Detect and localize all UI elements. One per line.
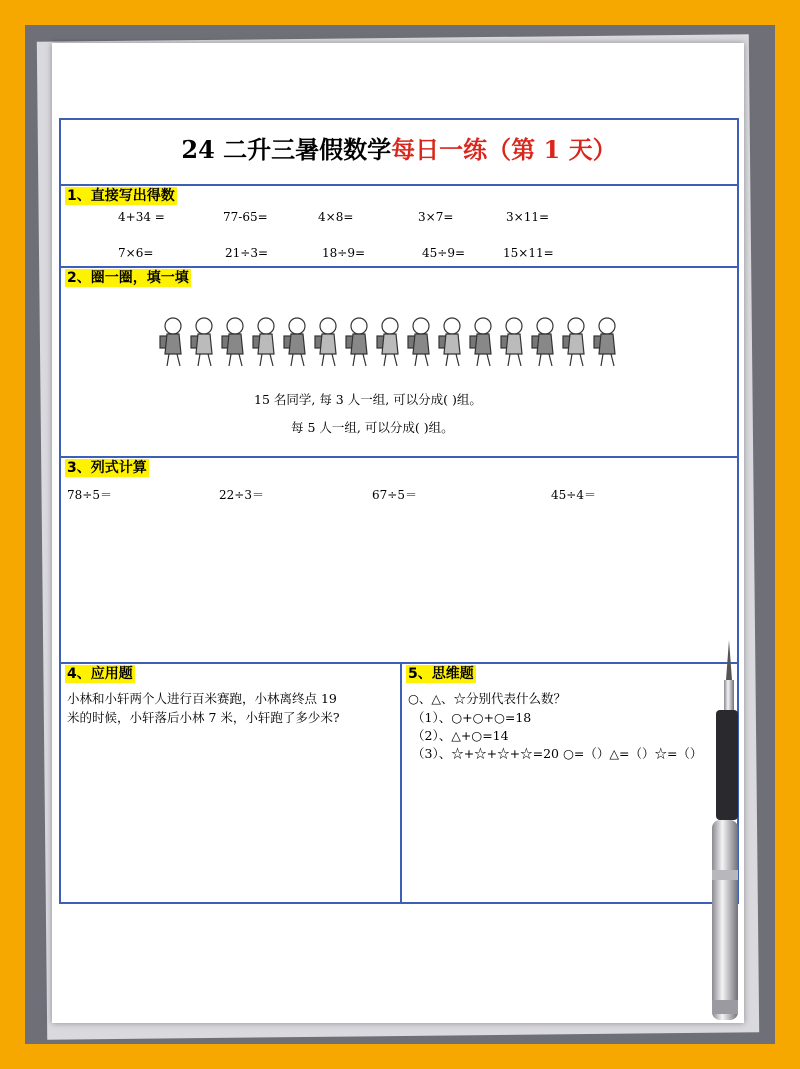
- student-figure: [160, 318, 181, 366]
- student-figure: [532, 318, 553, 366]
- students-illustration: [155, 314, 625, 370]
- section-5-heading: 5、思维题: [408, 666, 474, 682]
- problem: 3×11=: [506, 210, 550, 224]
- problem: 21÷3=: [225, 246, 269, 260]
- student-figure: [222, 318, 243, 366]
- problem: 7×6=: [118, 246, 154, 260]
- sub-question-1: （1）、○+○+○=18: [412, 710, 532, 725]
- section-1: [61, 184, 737, 268]
- title-red: 每日一练（第 1 天）: [391, 135, 617, 164]
- section-3-heading: 3、列式计算: [67, 460, 147, 476]
- question: ○、△、☆分别代表什么数？: [408, 691, 567, 706]
- problem: 15×11=: [503, 246, 554, 260]
- section-2-heading: 2、圈一圈，填一填: [67, 270, 189, 286]
- problem: 18÷9=: [322, 246, 366, 260]
- student-figure: [439, 318, 460, 366]
- section-4: [61, 662, 400, 904]
- student-figure: [346, 318, 367, 366]
- fountain-pen: [698, 640, 742, 1040]
- problem: 45÷9=: [422, 246, 466, 260]
- problem-text-line-1: 小林和小轩两个人进行百米赛跑，小林离终点 19: [67, 691, 337, 706]
- student-figure: [315, 318, 336, 366]
- section-1-heading: 1、直接写出得数: [67, 188, 175, 204]
- student-figure: [408, 318, 429, 366]
- student-figure: [594, 318, 615, 366]
- problem: 4×8=: [318, 210, 354, 224]
- page-title: [61, 120, 737, 186]
- problem: 67÷5＝: [372, 488, 417, 502]
- student-figure: [470, 318, 491, 366]
- section-3: [61, 456, 737, 664]
- problem: 4+34 =: [118, 210, 165, 224]
- section-4-heading: 4、应用题: [67, 666, 133, 682]
- worksheet-table: [59, 118, 739, 904]
- problem: 77-65=: [223, 210, 268, 224]
- problem: 22÷3＝: [219, 488, 264, 502]
- section-5: [402, 662, 737, 904]
- problem-text-line-2: 米的时候，小轩落后小林 7 米，小轩跑了多少米?: [67, 710, 340, 725]
- title-black: 24 二升三暑假数学: [181, 135, 392, 164]
- question-line-1: 15 名同学, 每 3 人一组, 可以分成( )组。: [254, 392, 482, 407]
- student-figure: [563, 318, 584, 366]
- sub-question-2: （2）、△+○=14: [412, 728, 509, 743]
- student-figure: [501, 318, 522, 366]
- student-figure: [191, 318, 212, 366]
- section-2: [61, 266, 737, 458]
- student-figure: [253, 318, 274, 366]
- student-figure: [284, 318, 305, 366]
- student-figure: [377, 318, 398, 366]
- question-line-2: 每 5 人一组, 可以分成( )组。: [291, 420, 454, 435]
- problem: 78÷5＝: [67, 488, 112, 502]
- sub-question-3: （3）、☆+☆+☆+☆=20 ○=（）△=（）☆=（）: [412, 746, 703, 761]
- problem: 3×7=: [418, 210, 454, 224]
- problem: 45÷4＝: [551, 488, 596, 502]
